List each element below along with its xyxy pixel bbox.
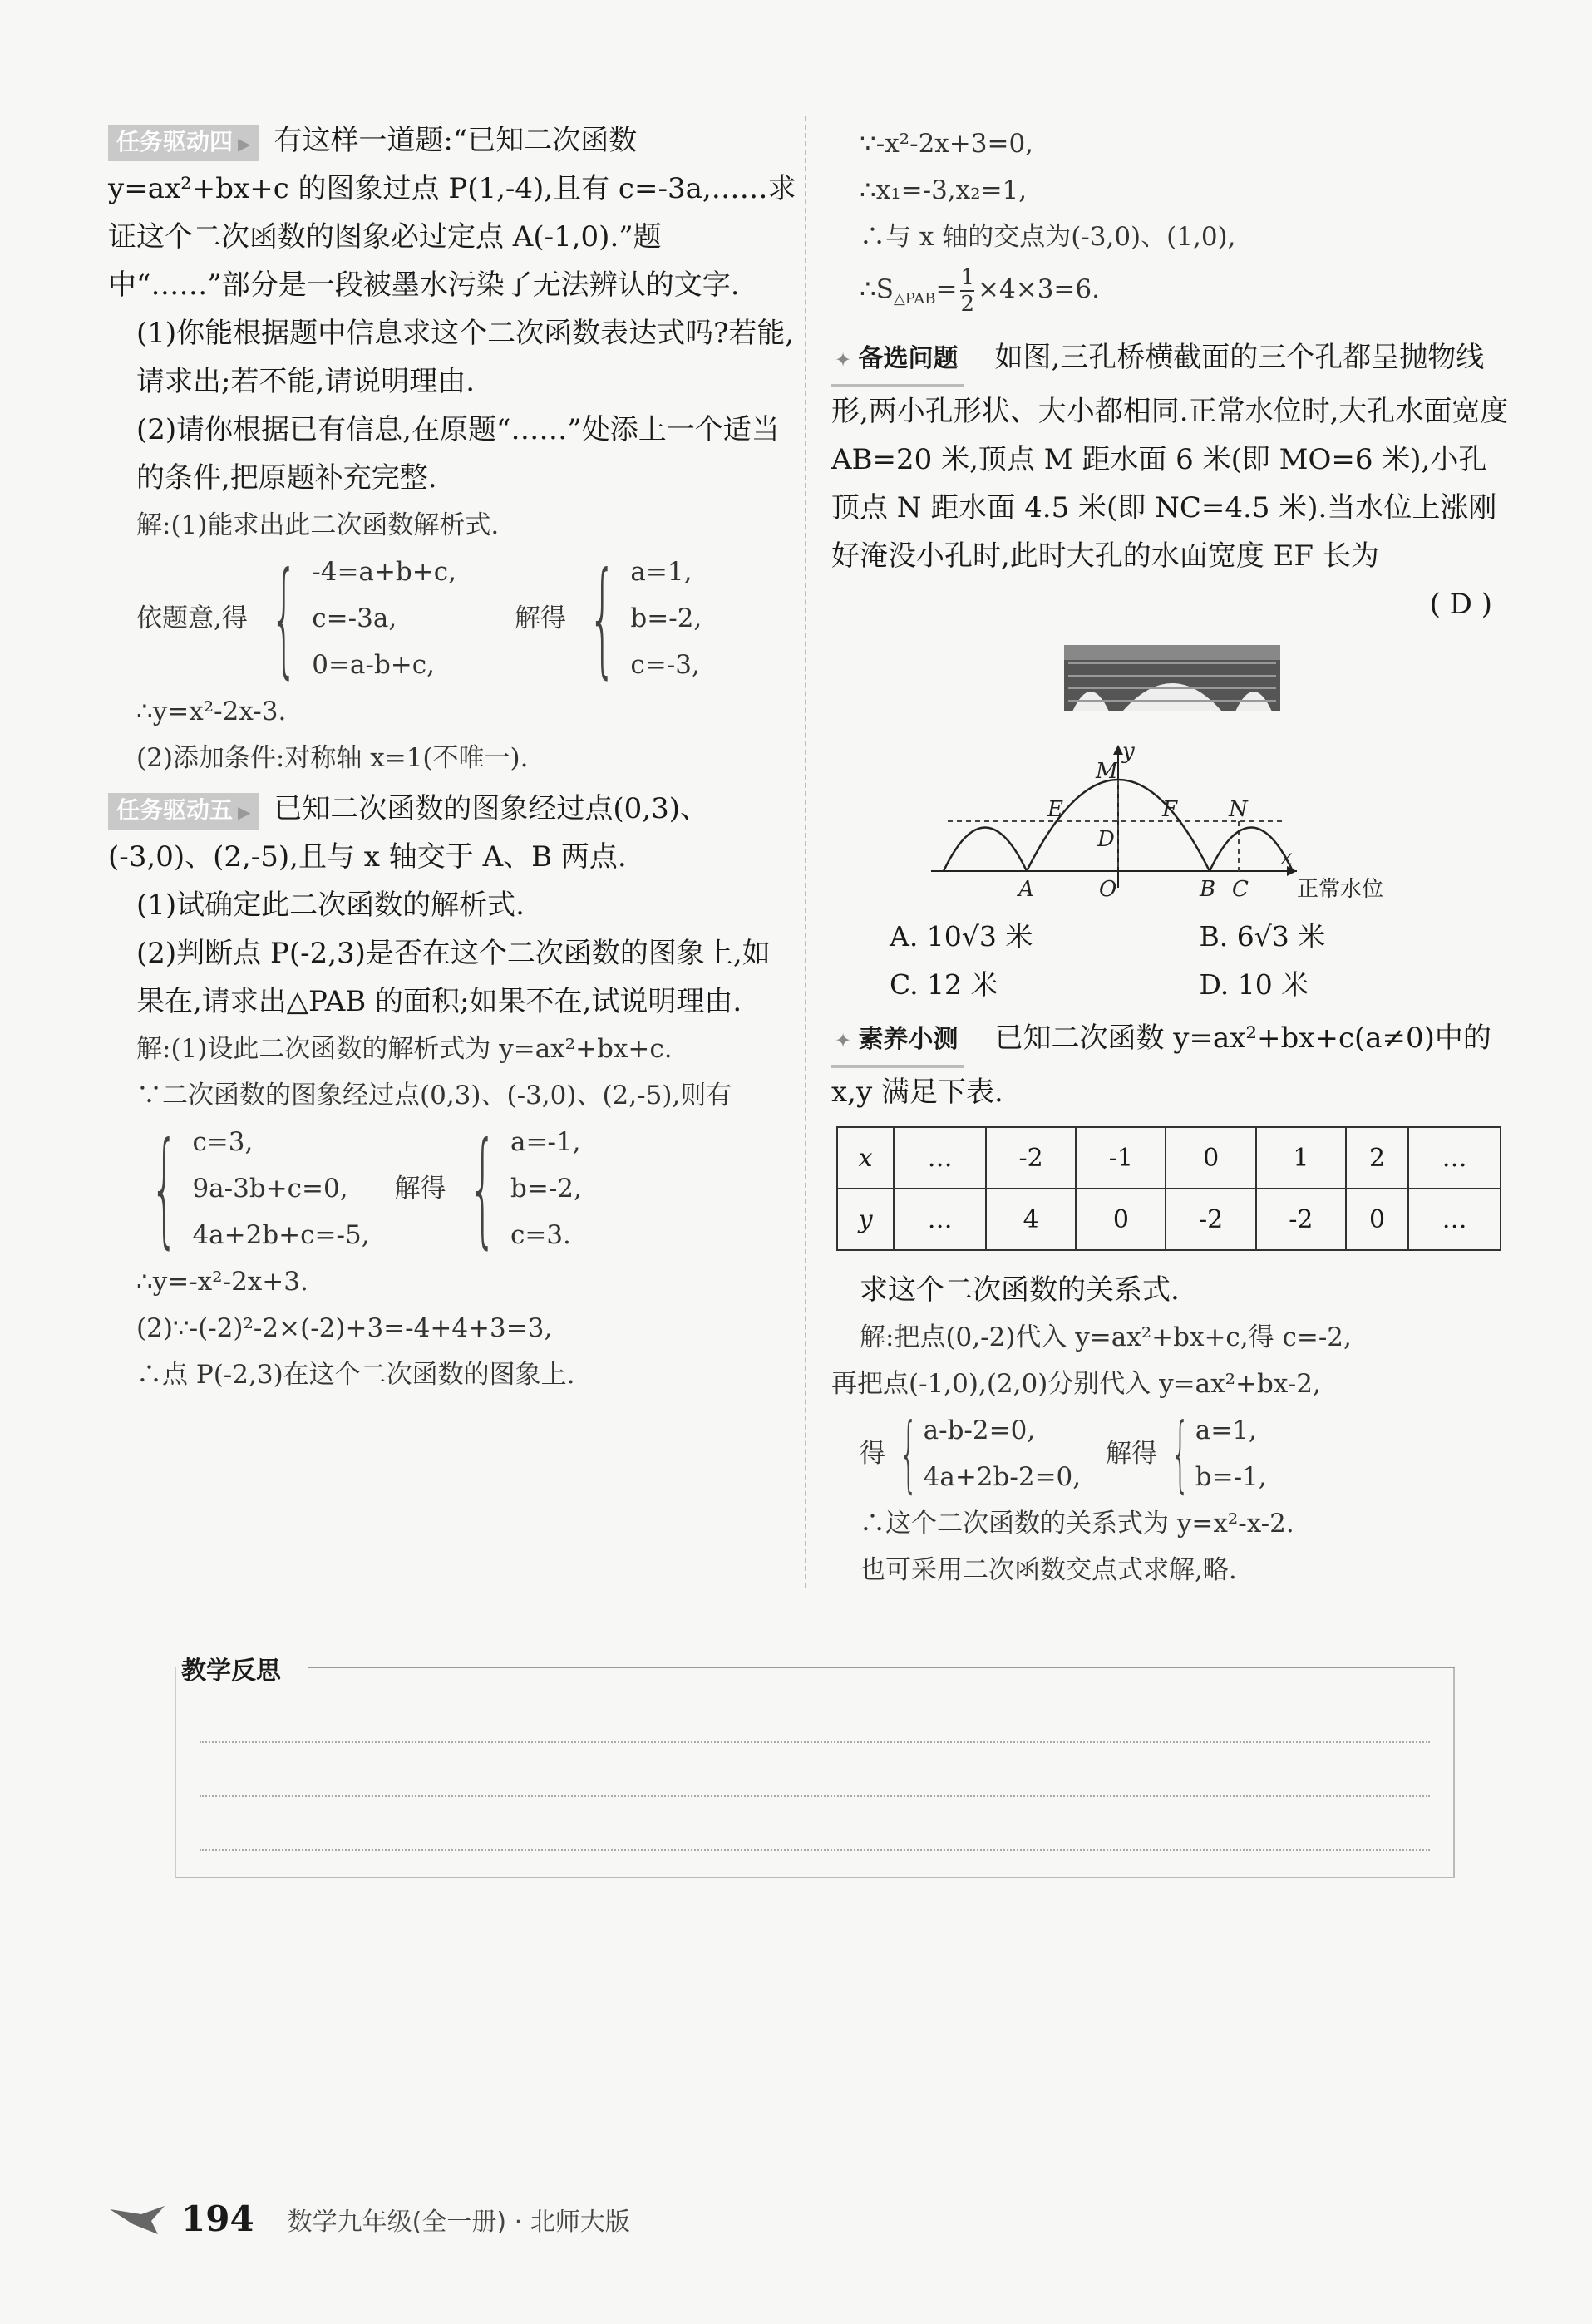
- quiz-result: ∴这个二次函数的关系式为 y=x²-x-2.: [860, 1509, 1294, 1539]
- quiz-system: 得 { a-b-2=0, 4a+2b-2=0, 解得 { a=1, b=-1,: [860, 1405, 1267, 1503]
- equation: -4=a+b+c,: [312, 557, 456, 587]
- table-cell: …: [1408, 1127, 1501, 1189]
- bridge-top: [1064, 645, 1280, 660]
- task4-sol-prefix: 依题意,得: [136, 603, 248, 633]
- task4-system: 依题意,得 { -4=a+b+c, c=-3a, 0=a-b+c, 解得 { a=1, b=-2, c=-3,: [136, 546, 702, 691]
- page-number: 194: [181, 2198, 254, 2239]
- label-water: 正常水位: [1297, 877, 1384, 903]
- task5-sol2: (2)∵-(-2)²-2×(-2)+3=-4+4+3=3,: [136, 1313, 553, 1343]
- quiz-ask: 求这个二次函数的关系式.: [860, 1273, 1180, 1307]
- equation: 9a-3b+c=0,: [192, 1174, 348, 1204]
- quiz-sol2: 再把点(-1,0),(2,0)分别代入 y=ax²+bx-2,: [831, 1369, 1321, 1400]
- task5-stem-para: [108, 785, 798, 881]
- task5-system: { c=3, 9a-3b+c=0, 4a+2b+c=-5, 解得 { a=-1, b=-2, c=3.: [150, 1116, 582, 1261]
- reflection-line: [200, 1741, 1430, 1743]
- equation: a=-1,: [510, 1127, 581, 1157]
- frac-num: 1: [960, 264, 975, 290]
- bridge-photo: [831, 638, 1509, 730]
- table-cell: 1: [1256, 1127, 1346, 1189]
- task4-sol2: (2)添加条件:对称轴 x=1(不唯一).: [136, 743, 529, 773]
- task4-q2: (2)请你根据已有信息,在原题“……”处添上一个适当的条件,把原题补充完整.: [136, 413, 780, 495]
- label-C: C: [1232, 877, 1249, 903]
- label-E: E: [1047, 797, 1063, 823]
- label-B: B: [1200, 877, 1216, 903]
- quiz-stem: 已知二次函数 y=ax²+bx+c(a≠0)中的 x,y 满足下表.: [831, 1022, 1491, 1110]
- teaching-reflection: [175, 1650, 1455, 1878]
- label-M: M: [1096, 759, 1118, 785]
- area-fraction: [960, 265, 974, 317]
- quiz-solve-word: 解得: [1106, 1439, 1158, 1470]
- table-cell: x: [837, 1127, 894, 1189]
- equation: 0=a-b+c,: [312, 650, 435, 680]
- page-footer: [108, 2198, 630, 2239]
- right-column: [831, 121, 1509, 1593]
- task5-sys2: [510, 1119, 582, 1258]
- label-x: x: [1280, 845, 1293, 871]
- area-sub: △PAB: [893, 290, 936, 308]
- equation: c=-3,: [630, 650, 700, 680]
- equation: b=-2,: [510, 1174, 582, 1204]
- backup-choices: [831, 913, 1509, 1009]
- task4-q1: (1)你能根据题中信息求这个二次函数表达式吗?若能,请求出;若不能,请说明理由.: [136, 317, 795, 398]
- quiz-note: 也可采用二次函数交点式求解,略.: [860, 1555, 1237, 1586]
- table-cell: 0: [1166, 1127, 1255, 1189]
- left-small-arch: [944, 828, 1027, 872]
- table-cell: -2: [986, 1127, 1076, 1189]
- table-cell: 0: [1076, 1189, 1166, 1250]
- area-prefix: ∴S: [860, 274, 894, 304]
- backup-tag: ✦ 备选问题: [831, 335, 964, 387]
- choice-a: A. 10√3 米: [890, 920, 1033, 953]
- area-line: $\therefore S_{\triangle PAB}=$ $\frac{1}{2}$ ×4×3=6.: [860, 264, 1100, 317]
- task4-stem: 有这样一道题:“已知二次函数 y=ax²+bx+c 的图象过点 P(1,-4),且有 c=-3a,……求证这个二次函数的图象必过定点 A(-1,0).”题中“……”部分是一段被墨水污染了无法辨认的文字.: [108, 124, 796, 302]
- reflection-line: [200, 1849, 1430, 1851]
- task4-result: ∴y=x²-2x-3.: [136, 697, 287, 726]
- quiz-stem-para: [831, 1014, 1509, 1116]
- choice-b: B. 6√3 米: [1199, 920, 1326, 953]
- quiz-sys2: [1195, 1407, 1267, 1500]
- bridge-diagram: [831, 730, 1509, 904]
- cont-line: ∴x₁=-3,x₂=1,: [860, 175, 1028, 205]
- table-cell: -2: [1166, 1189, 1255, 1250]
- task5-tag: 任务驱动五 ▶: [108, 793, 259, 830]
- task5-result: ∴y=-x²-2x+3.: [136, 1267, 308, 1297]
- table-row-x: [837, 1127, 1501, 1189]
- quiz-sol1: 解:把点(0,-2)代入 y=ax²+bx+c,得 c=-2,: [860, 1322, 1352, 1353]
- label-F: F: [1162, 797, 1178, 823]
- equation: c=3.: [510, 1220, 571, 1250]
- area-rest: ×4×3=6.: [978, 274, 1100, 304]
- task5-sol2b: ∴点 P(-2,3)在这个二次函数的图象上.: [136, 1360, 575, 1390]
- quiz-sol-prefix: 得: [860, 1439, 885, 1470]
- backup-answer: ( D ): [1429, 588, 1492, 622]
- xy-table: [836, 1126, 1501, 1251]
- label-O: O: [1099, 877, 1117, 903]
- task4-sys2: [630, 549, 702, 688]
- equation: b=-2,: [630, 603, 702, 633]
- cont-line: ∵-x²-2x+3=0,: [860, 129, 1034, 159]
- column-divider: [805, 116, 806, 1588]
- table-cell: y: [837, 1189, 894, 1250]
- quiz-tag: ✦ 素养小测: [831, 1016, 964, 1068]
- equation: a=1,: [1195, 1416, 1257, 1446]
- task4-tag: 任务驱动四 ▶: [108, 125, 259, 161]
- cont-line: ∴与 x 轴的交点为(-3,0)、(1,0),: [860, 222, 1236, 252]
- equation: b=-1,: [1195, 1462, 1267, 1493]
- task5-sol1: 解:(1)设此二次函数的解析式为 y=ax²+bx+c.: [136, 1034, 673, 1064]
- equation: c=3,: [192, 1127, 254, 1157]
- label-y: y: [1122, 739, 1135, 765]
- quiz-sys1: [924, 1407, 1082, 1500]
- table-cell: 4: [986, 1189, 1076, 1250]
- task4-sys1: [312, 549, 456, 688]
- table-cell: -2: [1256, 1189, 1346, 1250]
- equation: c=-3a,: [312, 603, 397, 633]
- reflection-title: 教学反思: [181, 1657, 281, 1686]
- choice-c: C. 12 米: [890, 968, 998, 1002]
- table-cell: …: [894, 1189, 986, 1250]
- left-column: [108, 116, 798, 1398]
- equation: 4a+2b-2=0,: [923, 1462, 1082, 1493]
- equation: a-b-2=0,: [923, 1416, 1036, 1446]
- task4-sol1: 解:(1)能求出此二次函数解析式.: [136, 510, 500, 540]
- reflection-line: [200, 1795, 1430, 1797]
- task5-q2: (2)判断点 P(-2,3)是否在这个二次函数的图象上,如果在,请求出△PAB 的面积;如果不在,试说明理由.: [136, 937, 771, 1018]
- book-title: 数学九年级(全一册) · 北师大版: [287, 2207, 630, 2237]
- label-N: N: [1229, 797, 1248, 823]
- task4-stem-para: [108, 116, 798, 309]
- table-cell: …: [894, 1127, 986, 1189]
- table-cell: -1: [1076, 1127, 1166, 1189]
- task5-sys1: [192, 1119, 369, 1258]
- task5-sol1b: ∵二次函数的图象经过点(0,3)、(-3,0)、(2,-5),则有: [136, 1081, 732, 1110]
- task5-solve-word: 解得: [394, 1174, 446, 1204]
- task5-q1: (1)试确定此二次函数的解析式.: [136, 889, 525, 922]
- table-row-y: [837, 1189, 1501, 1250]
- backup-stem-para: [831, 333, 1509, 580]
- table-cell: 2: [1346, 1127, 1408, 1189]
- page-corner-icon: [108, 2203, 166, 2236]
- label-D: D: [1097, 827, 1115, 853]
- table-cell: …: [1408, 1189, 1501, 1250]
- equation: a=1,: [630, 557, 692, 587]
- choice-d: D. 10 米: [1199, 968, 1309, 1002]
- reflection-rule: [308, 1667, 1455, 1668]
- task4-solve-word: 解得: [514, 603, 566, 633]
- task5-stem: 已知二次函数的图象经过点(0,3)、(-3,0)、(2,-5),且与 x 轴交于 A、B 两点.: [108, 792, 709, 874]
- backup-stem: 如图,三孔桥横截面的三个孔都呈抛物线形,两小孔形状、大小都相同.正常水位时,大孔水面宽度 AB=20 米,顶点 M 距水面 6 米(即 MO=6 米),小孔顶点 N 距水面 4.5 米(即 NC=4.5 米).当水位上涨刚好淹没小孔时,此时大孔的水面宽度 EF 长为: [831, 341, 1509, 574]
- table-cell: 0: [1346, 1189, 1408, 1250]
- equation: 4a+2b+c=-5,: [192, 1220, 370, 1250]
- reflection-box: [175, 1667, 1455, 1878]
- frac-den: 2: [960, 291, 975, 317]
- label-A: A: [1018, 877, 1034, 903]
